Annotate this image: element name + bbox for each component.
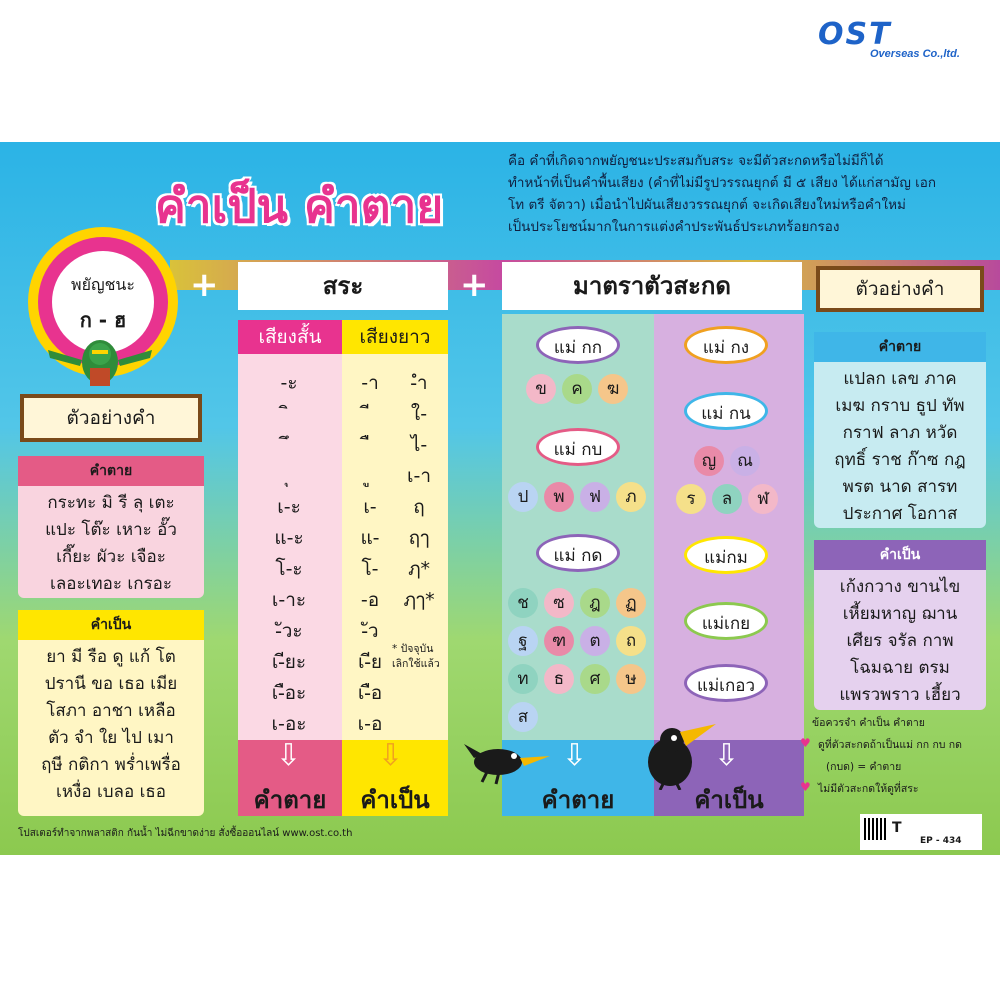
plus-sign: +: [460, 265, 489, 305]
giant-illustration: [40, 332, 160, 387]
vowel-item: [264, 430, 314, 460]
final-letter: ภ: [616, 482, 646, 512]
vowel-item: -ัว: [361, 620, 379, 642]
example-line: แปลก เลข ภาค: [843, 369, 957, 389]
consonant-range: ก - ฮ: [79, 308, 127, 332]
vowel-item: [345, 461, 395, 491]
left-dead-header: คำตาย: [18, 456, 204, 486]
memo-line: ไม่มีตัวสะกดให้ดูที่สระ: [818, 783, 919, 795]
example-line: เลอะเทอะ เกรอะ: [50, 574, 172, 594]
memo-line: (กบด) = คำตาย: [826, 761, 902, 773]
final-group-pill: แม่ กบ: [536, 428, 620, 466]
example-line: โสภา อาชา เหลือ: [46, 701, 176, 721]
example-line: ประกาศ โอกาส: [842, 504, 958, 524]
vowel-note: * ปัจจุบัน เลิกใช้แล้ว: [392, 643, 440, 670]
description-line: คือ คำที่เกิดจากพยัญชนะประสมกับสระ จะมีตัวสะกดหรือไม่มีก็ได้: [508, 153, 884, 169]
down-arrow-icon: ⇩: [714, 738, 740, 773]
description-line: เป็นประโยชน์มากในการแต่งคำประพันธ์ประเภทร้อยกรอง: [508, 219, 840, 235]
example-line: เกี๊ยะ ผัวะ เจือะ: [56, 547, 166, 567]
memo-line: ดูที่ตัวสะกดถ้าเป็นแม่ กก กบ กด: [818, 739, 962, 751]
vowel-item: ใ-: [410, 403, 428, 425]
right-dead-body: [814, 362, 986, 532]
final-letter: ฟ: [580, 482, 610, 512]
right-live-panel: [814, 540, 986, 710]
left-example-label: [20, 394, 202, 442]
example-line: เมฆ กราบ ธูป ทัพ: [835, 396, 965, 416]
vowel-item: -า: [361, 372, 379, 394]
vowel-item: โ-: [361, 558, 379, 580]
right-example-text: ตัวอย่างคำ: [855, 278, 945, 300]
vowel-item: เ-: [363, 496, 377, 518]
example-line: แพรวพราว เฮี้ยว: [839, 685, 961, 705]
final-letter: ศ: [580, 664, 610, 694]
example-line: พรต นาด สารท: [842, 477, 958, 497]
final-letter: ฎ: [580, 588, 610, 618]
left-dead-body: [18, 486, 204, 602]
example-line: กราฟ ลาภ หวัด: [842, 423, 958, 443]
left-example-text: ตัวอย่างคำ: [66, 407, 156, 429]
finals-live-label: คำเป็น: [694, 786, 764, 814]
left-live-body: [18, 640, 204, 810]
long-vowel-label: เสียงยาว: [342, 320, 448, 354]
vowel-item: แ-ะ: [274, 527, 304, 549]
final-letter: ท: [508, 664, 538, 694]
vowel-item: ฦๅ*: [403, 589, 435, 611]
memo-title: ข้อควรจำ คำเป็น คำตาย: [812, 717, 925, 729]
consonant-label: พยัญชนะ: [71, 275, 135, 294]
vowel-item: [345, 430, 395, 460]
final-group-pill: แม่กม: [684, 536, 768, 574]
final-letter: ธ: [544, 664, 574, 694]
final-letter: ถ: [616, 626, 646, 656]
right-example-label: [816, 266, 984, 312]
crow-illustration: [462, 736, 552, 786]
finals-dead-label: คำตาย: [541, 786, 615, 814]
vowel-item: เ-อะ: [271, 713, 307, 735]
right-dead-panel: [814, 332, 986, 528]
logo-mark: OST: [818, 17, 892, 52]
vowel-item: -อ: [360, 589, 380, 611]
example-line: กระทะ มิ รี ลุ เตะ: [47, 493, 175, 513]
t-mark-icon: T: [892, 820, 902, 836]
description-line: ทำหน้าที่เป็นคำพื้นเสียง (คำที่ไม่มีรูปวรรณยุกต์ มี ๕ เสียง ได้แก่สามัญ เอก: [508, 175, 937, 191]
final-letter: ป: [508, 482, 538, 512]
example-line: ตัว จำ ใย ไป เมา: [48, 728, 174, 748]
vowel-item: แ-: [360, 527, 380, 549]
vowel-live-label: คำเป็น: [360, 786, 430, 814]
right-dead-header: คำตาย: [814, 332, 986, 362]
vowel-item: [264, 399, 314, 429]
example-line: เศียร จรัล กาพ: [846, 631, 954, 651]
poster: [0, 142, 1000, 855]
final-letter: ษ: [616, 664, 646, 694]
final-letter: ฬ: [748, 484, 778, 514]
heart-icon: ♥: [800, 736, 811, 750]
final-group-pill: แม่เกอว: [684, 664, 768, 702]
down-arrow-icon: ⇩: [276, 738, 302, 773]
vowel-dead-label: คำตาย: [253, 786, 327, 814]
final-letter: ล: [712, 484, 742, 514]
example-line: ยา มี รือ ดู แก้ โต: [46, 647, 176, 667]
final-letter: ค: [562, 374, 592, 404]
vowel-item: -ะ: [280, 372, 298, 394]
product-code-box: [860, 814, 982, 850]
final-group-pill: แม่เกย: [684, 602, 768, 640]
poster-title: คำเป็น คำตาย: [155, 179, 444, 233]
example-line: ฤทธิ์ ราช ก๊าซ กฎ: [834, 450, 966, 470]
final-letter: ฏ: [616, 588, 646, 618]
vowel-item: -ัวะ: [275, 620, 303, 642]
example-line: แปะ โต๊ะ เหาะ อั๊ว: [45, 520, 177, 540]
final-group-pill: แม่ กง: [684, 326, 768, 364]
example-line: ฤษี กติกา พร่ำเพรื่อ: [41, 755, 181, 775]
final-letter: ต: [580, 626, 610, 656]
left-live-header: คำเป็น: [18, 610, 204, 640]
footer-text: โปสเตอร์ทำจากพลาสติก กันน้ำ ไม่ฉีกขาดง่าย สั่งซื้อออนไลน์ www.ost.co.th: [18, 828, 353, 839]
finals-header: มาตราตัวสะกด: [502, 262, 802, 310]
vowel-item: [345, 399, 395, 429]
logo-sub: Overseas Co.,ltd.: [870, 48, 960, 60]
hornbill-illustration: [630, 720, 720, 790]
example-line: เหงื่อ เบลอ เธอ: [56, 782, 166, 802]
vowel-item: ฤๅ: [408, 527, 430, 549]
final-letter: ส: [508, 702, 538, 732]
plus-sign: +: [190, 265, 219, 305]
ost-logo: [818, 17, 988, 60]
final-group-pill: แม่ กก: [536, 326, 620, 364]
example-line: เหี้ยมหาญ ฌาน: [842, 604, 958, 624]
product-code: EP - 434: [920, 836, 962, 846]
left-live-panel: [18, 610, 204, 816]
qr-icon: [864, 818, 886, 840]
heart-icon: ♥: [800, 780, 811, 794]
final-letter: ฐ: [508, 626, 538, 656]
example-line: ปรานี ขอ เธอ เมีย: [44, 674, 178, 694]
vowel-item: เ-า: [406, 465, 432, 487]
vowel-item: [264, 461, 314, 491]
down-arrow-icon: ⇩: [562, 738, 588, 773]
description-line: โท ตรี จัตวา) เมื่อนำไปผันเสียงวรรณยุกต์ จะเกิดเสียงใหม่หรือคำใหม่: [508, 197, 906, 213]
vowel-header: สระ: [238, 262, 448, 310]
example-line: โฉมฉาย ตรม: [850, 658, 950, 678]
description: [508, 150, 988, 238]
vowel-item: เ-ือะ: [271, 682, 307, 704]
vowel-item: เ-ะ: [277, 496, 301, 518]
final-letter: พ: [544, 482, 574, 512]
final-letter: ข: [526, 374, 556, 404]
final-letter: ซ: [544, 588, 574, 618]
vowel-item: เ-าะ: [271, 589, 307, 611]
vowel-item: โ-ะ: [275, 558, 303, 580]
vowel-item: เ-ียะ: [271, 651, 307, 673]
vowel-item: ฦ*: [407, 558, 431, 580]
final-letter: ฑ: [544, 626, 574, 656]
final-letter: ณ: [730, 446, 760, 476]
final-letter: ช: [508, 588, 538, 618]
final-letter: ฆ: [598, 374, 628, 404]
vowel-item: ฤ: [413, 496, 425, 518]
short-vowel-label: เสียงสั้น: [238, 320, 342, 354]
down-arrow-icon: ⇩: [378, 738, 404, 773]
vowel-item: เ-ีย: [358, 651, 382, 673]
vowel-item: ไ-: [410, 434, 428, 456]
vowel-item: -ำ: [410, 372, 428, 394]
final-group-pill: แม่ กด: [536, 534, 620, 572]
vowel-item: เ-ือ: [357, 682, 383, 704]
left-dead-panel: [18, 456, 204, 598]
final-letter: ร: [676, 484, 706, 514]
example-line: เก้งกวาง ขานไข: [839, 577, 961, 597]
final-group-pill: แม่ กน: [684, 392, 768, 430]
vowel-item: เ-อ: [357, 713, 383, 735]
right-live-header: คำเป็น: [814, 540, 986, 570]
final-letter: ญ: [694, 446, 724, 476]
right-live-body: [814, 570, 986, 713]
